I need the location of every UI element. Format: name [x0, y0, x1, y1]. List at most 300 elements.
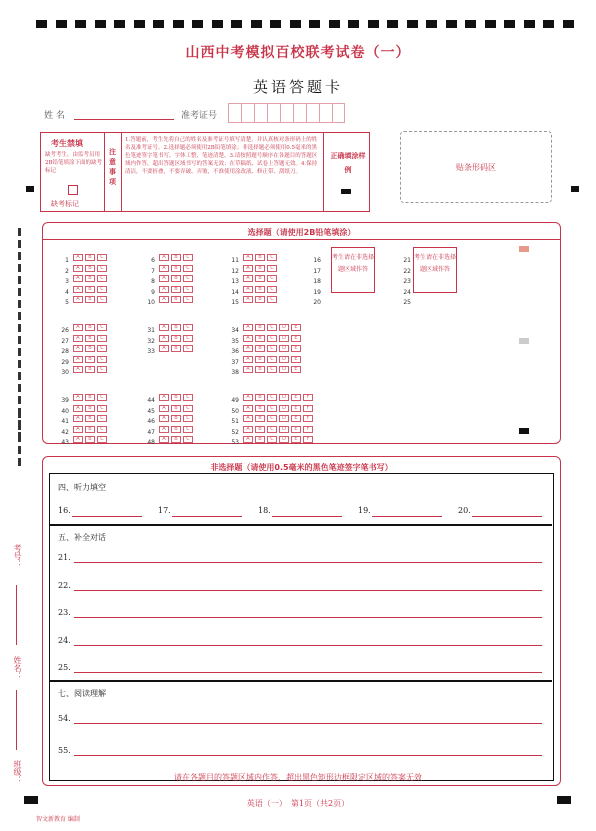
barcode-area [400, 131, 552, 203]
choice-bubble[interactable]: D [279, 426, 289, 433]
choice-bubble[interactable]: C [183, 345, 193, 352]
timing-mark [309, 20, 320, 28]
question-number: 6 [151, 257, 155, 264]
question-number: 35 [231, 337, 239, 345]
choice-bubble[interactable]: A [73, 296, 83, 303]
choice-bubble[interactable]: B [85, 394, 95, 401]
answer-line-20[interactable] [472, 516, 542, 517]
choice-bubble[interactable]: C [267, 436, 277, 443]
choice-bubble[interactable]: E [291, 405, 301, 412]
choice-bubble[interactable]: C [183, 324, 193, 331]
choice-question-row [53, 349, 109, 366]
choice-bubble[interactable]: B [85, 405, 95, 412]
choice-bubble[interactable]: E [291, 426, 301, 433]
choice-bubble[interactable]: E [291, 394, 301, 401]
q19-label: 19. [358, 506, 371, 515]
side-class-label: 班级： [13, 760, 22, 784]
choice-bubble[interactable]: D [279, 436, 289, 443]
name-field[interactable] [74, 119, 174, 120]
choice-question-row [53, 328, 109, 345]
side-name-label: 姓名： [13, 656, 22, 680]
footer-page: 英语（一） 第1页（共2页） [246, 799, 350, 808]
choice-question-row [53, 398, 109, 415]
choice-question-row [53, 317, 109, 334]
choice-question-row [139, 338, 195, 355]
choice-question-row [53, 429, 109, 446]
answer-line-55[interactable] [74, 755, 542, 756]
choice-bubble[interactable]: C [267, 426, 277, 433]
question-number: 31 [147, 327, 155, 334]
question-number: 18 [313, 278, 321, 285]
question-number: 45 [147, 407, 155, 415]
timing-dash [18, 324, 21, 332]
timing-mark [563, 20, 574, 28]
timing-dash [18, 240, 21, 248]
choice-bubble[interactable]: C [183, 415, 193, 422]
choice-bubble[interactable]: B [255, 366, 265, 373]
choice-bubble[interactable]: B [85, 436, 95, 443]
choice-bubble[interactable]: C [97, 436, 107, 443]
marker [519, 428, 529, 434]
q23-label: 23. [58, 608, 71, 617]
choice-bubble[interactable]: B [171, 335, 181, 342]
question-number: 13 [231, 278, 239, 285]
question-number: 38 [231, 369, 239, 376]
choice-bubble[interactable]: C [267, 356, 277, 363]
choice-bubble[interactable]: A [73, 286, 83, 293]
question-number: 33 [147, 348, 155, 355]
choice-bubble[interactable]: F [303, 415, 313, 422]
timing-dash [18, 410, 21, 418]
choice-bubble[interactable]: B [85, 415, 95, 422]
timing-mark [348, 20, 359, 28]
choice-bubble[interactable]: F [303, 394, 313, 401]
choice-question-row [223, 359, 303, 376]
id-digit-cell[interactable] [293, 103, 306, 123]
question-number: 41 [61, 418, 69, 425]
choice-question-row [305, 268, 325, 285]
choice-bubble[interactable]: B [85, 335, 95, 342]
choice-bubble[interactable]: A [243, 415, 253, 422]
choice-question-row [53, 408, 109, 425]
choice-bubble[interactable]: A [159, 415, 169, 422]
choice-bubble[interactable]: A [159, 254, 169, 261]
choice-bubble[interactable]: A [159, 394, 169, 401]
timing-mark [153, 20, 164, 28]
choice-bubble[interactable]: C [267, 415, 277, 422]
question-number: 1 [65, 257, 69, 264]
choice-bubble[interactable]: C [267, 405, 277, 412]
choice-bubble[interactable]: A [73, 405, 83, 412]
choice-question-row [53, 268, 109, 285]
choice-bubble[interactable]: F [303, 405, 313, 412]
choice-question-row [139, 317, 195, 334]
question-number: 32 [147, 337, 155, 345]
question-number: 36 [231, 348, 239, 355]
timing-dash [18, 396, 21, 404]
choice-question-row [305, 247, 325, 264]
choice-bubble[interactable]: C [267, 275, 277, 282]
choice-bubble[interactable]: C [97, 415, 107, 422]
choice-bubble[interactable]: B [255, 415, 265, 422]
q21-label: 21. [58, 553, 71, 562]
choice-bubble[interactable]: A [243, 394, 253, 401]
choice-bubble[interactable]: C [97, 426, 107, 433]
choice-bubble[interactable]: C [267, 296, 277, 303]
choice-question-row [223, 268, 279, 285]
section-dialogue: 五、补全对话 [58, 533, 106, 542]
choice-bubble[interactable]: C [267, 265, 277, 272]
choice-bubble[interactable]: D [279, 366, 289, 373]
choice-bubble[interactable]: A [243, 436, 253, 443]
choice-question-row [139, 429, 195, 446]
timing-mark [446, 20, 457, 28]
choice-bubble[interactable]: B [171, 286, 181, 293]
choice-bubble[interactable]: A [73, 356, 83, 363]
choice-bubble[interactable]: A [159, 345, 169, 352]
question-number: 7 [151, 267, 155, 275]
choice-bubble[interactable]: A [73, 324, 83, 331]
choice-bubble[interactable]: C [97, 394, 107, 401]
choice-bubble[interactable]: C [97, 296, 107, 303]
q16-label: 16. [58, 506, 71, 515]
choice-bubble[interactable]: B [255, 436, 265, 443]
question-number: 19 [313, 288, 321, 296]
choice-bubble[interactable]: A [243, 275, 253, 282]
choice-bubble[interactable]: A [73, 254, 83, 261]
choice-question-row [223, 349, 303, 366]
choice-bubble[interactable]: B [171, 275, 181, 282]
choice-question-row [223, 247, 279, 264]
timing-mark [212, 20, 223, 28]
choice-question-row [223, 289, 279, 306]
choice-question-row [305, 289, 325, 306]
choice-bubble[interactable]: A [243, 345, 253, 352]
choice-bubble[interactable]: A [159, 405, 169, 412]
choice-question-row [305, 279, 325, 296]
choice-bubble[interactable]: D [279, 335, 289, 342]
choice-bubble[interactable]: B [171, 426, 181, 433]
id-digit-cell[interactable] [332, 103, 345, 123]
id-digit-cell[interactable] [280, 103, 293, 123]
id-digit-cell[interactable] [319, 103, 332, 123]
choice-bubble[interactable]: B [85, 356, 95, 363]
choice-question-row [139, 387, 195, 404]
id-digit-cell[interactable] [306, 103, 319, 123]
choice-bubble[interactable]: F [303, 426, 313, 433]
choice-bubble[interactable]: E [291, 366, 301, 373]
choice-bubble[interactable]: C [183, 286, 193, 293]
choice-bubble[interactable]: B [85, 345, 95, 352]
choice-bubble[interactable]: B [255, 296, 265, 303]
choice-bubble[interactable]: D [279, 405, 289, 412]
choice-bubble[interactable]: A [73, 426, 83, 433]
timing-dash [18, 384, 21, 392]
q17-label: 17. [158, 506, 171, 515]
choice-bubble[interactable]: B [85, 254, 95, 261]
choice-bubble[interactable]: C [97, 366, 107, 373]
choice-bubble[interactable]: C [267, 335, 277, 342]
choice-bubble[interactable]: B [85, 296, 95, 303]
choice-bubble[interactable]: C [97, 254, 107, 261]
question-number: 24 [403, 288, 411, 296]
section-reading: 七、阅读理解 [58, 689, 106, 698]
choice-bubble[interactable]: C [267, 345, 277, 352]
question-number: 47 [147, 428, 155, 436]
choice-bubble[interactable]: B [85, 265, 95, 272]
answer-line-18[interactable] [272, 516, 342, 517]
choice-bubble[interactable]: C [183, 436, 193, 443]
timing-dash [18, 434, 21, 442]
choice-question-row [223, 429, 315, 446]
choice-bubble[interactable]: A [159, 286, 169, 293]
choice-bubble[interactable]: B [171, 345, 181, 352]
choice-bubble[interactable]: B [171, 324, 181, 331]
choice-bubble[interactable]: C [97, 265, 107, 272]
choice-bubble[interactable]: A [73, 345, 83, 352]
choice-bubble[interactable]: A [73, 366, 83, 373]
choice-bubble[interactable]: A [243, 324, 253, 331]
choice-bubble[interactable]: A [243, 335, 253, 342]
choice-question-row [223, 419, 315, 436]
choice-bubble[interactable]: E [291, 356, 301, 363]
id-digit-cell[interactable] [241, 103, 254, 123]
choice-bubble[interactable]: A [243, 265, 253, 272]
choice-bubble[interactable]: B [171, 405, 181, 412]
choice-bubble[interactable]: C [267, 394, 277, 401]
id-digit-cell[interactable] [228, 103, 241, 123]
question-number: 27 [61, 337, 69, 345]
timing-mark [368, 20, 379, 28]
question-number: 14 [231, 288, 239, 296]
choice-bubble[interactable]: A [159, 426, 169, 433]
choice-bubble[interactable]: D [279, 345, 289, 352]
choice-bubble[interactable]: A [73, 265, 83, 272]
question-number: 2 [65, 267, 69, 275]
absent-mark-box[interactable] [68, 185, 78, 195]
q25-label: 25. [58, 663, 71, 672]
question-number: 26 [61, 327, 69, 334]
choice-bubble[interactable]: B [255, 405, 265, 412]
choice-bubble[interactable]: D [279, 415, 289, 422]
answer-line-17[interactable] [172, 516, 242, 517]
choice-bubble[interactable]: B [255, 335, 265, 342]
choice-bubble[interactable]: A [243, 254, 253, 261]
answer-line-24[interactable] [74, 645, 542, 646]
choice-bubble[interactable]: B [255, 265, 265, 272]
id-field[interactable] [228, 103, 345, 127]
q55-label: 55. [58, 746, 71, 755]
choice-bubble[interactable]: B [255, 324, 265, 331]
choice-bubble[interactable]: A [159, 296, 169, 303]
choice-question-row [139, 408, 195, 425]
choice-bubble[interactable]: A [73, 275, 83, 282]
choice-bubble[interactable]: B [171, 265, 181, 272]
timing-dash [18, 312, 21, 320]
timing-mark [290, 20, 301, 28]
choice-bubble[interactable]: B [171, 415, 181, 422]
choice-bubble[interactable]: C [183, 265, 193, 272]
choice-bubble[interactable]: C [267, 366, 277, 373]
choice-bubble[interactable]: C [267, 324, 277, 331]
answer-line-22[interactable] [74, 590, 542, 591]
choice-question-row [223, 408, 315, 425]
choice-question-row [139, 258, 195, 275]
question-number: 42 [61, 428, 69, 436]
choice-bubble[interactable]: B [255, 426, 265, 433]
choice-bubble[interactable]: C [97, 286, 107, 293]
choice-bubble[interactable]: A [73, 394, 83, 401]
question-number: 43 [61, 439, 69, 446]
choice-question-row [53, 289, 109, 306]
choice-bubble[interactable]: E [291, 345, 301, 352]
choice-bubble[interactable]: C [183, 254, 193, 261]
choice-bubble[interactable]: A [243, 366, 253, 373]
question-number: 9 [151, 288, 155, 296]
choice-bubble[interactable]: B [85, 426, 95, 433]
choice-bubble[interactable]: B [171, 296, 181, 303]
choice-bubble[interactable]: E [291, 335, 301, 342]
choice-bubble[interactable]: B [255, 254, 265, 261]
choice-bubble[interactable]: E [291, 415, 301, 422]
timing-mark [251, 20, 262, 28]
choice-bubble[interactable]: F [303, 436, 313, 443]
choice-bubble[interactable]: A [159, 324, 169, 331]
timing-dash [18, 360, 21, 368]
section-listening: 四、听力填空 [58, 483, 106, 492]
choice-bubble[interactable]: A [243, 426, 253, 433]
choice-bubble[interactable]: B [85, 275, 95, 282]
choice-bubble[interactable]: A [159, 275, 169, 282]
choice-bubble[interactable]: A [243, 356, 253, 363]
answer-line-23[interactable] [74, 617, 542, 618]
timing-dash [18, 372, 21, 380]
choice-bubble[interactable]: C [97, 335, 107, 342]
choice-bubble[interactable]: A [73, 436, 83, 443]
id-label: 准考证号 [181, 111, 218, 121]
choice-bubble[interactable]: B [85, 324, 95, 331]
question-number: 11 [231, 257, 239, 264]
choice-question-row [139, 419, 195, 436]
choice-bubble[interactable]: C [267, 286, 277, 293]
choice-bubble[interactable]: D [279, 324, 289, 331]
choice-question-row [53, 359, 109, 376]
timing-mark [387, 20, 398, 28]
choice-bubble[interactable]: A [243, 286, 253, 293]
choice-bubble[interactable]: B [85, 286, 95, 293]
choice-bubble[interactable]: B [85, 366, 95, 373]
notice-title: 考生禁填 [51, 138, 83, 148]
choice-question-row [53, 338, 109, 355]
choice-bubble[interactable]: A [243, 296, 253, 303]
choice-bubble[interactable]: B [171, 254, 181, 261]
choice-bubble[interactable]: C [183, 275, 193, 282]
choice-bubble[interactable]: A [243, 405, 253, 412]
answer-line-25[interactable] [74, 672, 542, 673]
choice-bubble[interactable]: C [97, 356, 107, 363]
choice-bubble[interactable]: E [291, 324, 301, 331]
choice-bubble[interactable]: A [73, 335, 83, 342]
choice-bubble[interactable]: A [159, 265, 169, 272]
choice-bubble[interactable]: C [183, 426, 193, 433]
choice-bubble[interactable]: A [159, 436, 169, 443]
q22-label: 22. [58, 581, 71, 590]
choice-question-row [53, 258, 109, 275]
answer-line-21[interactable] [74, 562, 542, 563]
choice-bubble[interactable]: B [255, 345, 265, 352]
choice-bubble[interactable]: C [97, 405, 107, 412]
question-number: 53 [231, 439, 239, 446]
answer-line-16[interactable] [72, 516, 142, 517]
side-mark [26, 186, 34, 192]
choice-bubble[interactable]: B [255, 394, 265, 401]
timing-mark [75, 20, 86, 28]
question-number: 17 [313, 267, 321, 275]
choice-question-row [139, 268, 195, 285]
choice-bubble[interactable]: B [255, 286, 265, 293]
name-label: 姓 名 [44, 111, 65, 121]
timing-dash [18, 446, 21, 454]
choice-question-row [223, 338, 303, 355]
choice-bubble[interactable]: A [73, 415, 83, 422]
choice-bubble[interactable]: D [279, 394, 289, 401]
question-number: 15 [231, 299, 239, 306]
choice-bubble[interactable]: B [171, 436, 181, 443]
notice-box [40, 132, 370, 212]
choice-bubble[interactable]: C [97, 324, 107, 331]
answer-line-54[interactable] [74, 723, 542, 724]
choice-bubble[interactable]: B [255, 356, 265, 363]
choice-bubble[interactable]: A [159, 335, 169, 342]
choice-bubble[interactable]: B [255, 275, 265, 282]
choice-bubble[interactable]: C [97, 345, 107, 352]
timing-mark [426, 20, 437, 28]
question-number: 50 [231, 407, 239, 415]
choice-bubble[interactable]: C [97, 275, 107, 282]
choice-question-row [223, 387, 315, 404]
choice-bubble[interactable]: B [171, 394, 181, 401]
timing-dash [18, 458, 21, 466]
question-number: 39 [61, 397, 69, 404]
timing-dash [18, 252, 21, 260]
id-digit-cell[interactable] [267, 103, 280, 123]
id-digit-cell[interactable] [254, 103, 267, 123]
choice-question-row [53, 279, 109, 296]
q20-label: 20. [458, 506, 471, 515]
question-number: 5 [65, 299, 69, 306]
footer-warning: 请在各题目的答题区域内作答，超出黑色矩形边框限定区域的答案无效 [174, 773, 422, 782]
q24-label: 24. [58, 636, 71, 645]
timing-dash [18, 264, 21, 272]
choice-bubble[interactable]: D [279, 356, 289, 363]
question-number: 3 [65, 278, 69, 285]
timing-dash [18, 300, 21, 308]
choice-question-row [305, 258, 325, 275]
question-number: 40 [61, 407, 69, 415]
choice-bubble[interactable]: C [267, 254, 277, 261]
choice-question-row [223, 258, 279, 275]
choice-bubble[interactable]: C [183, 405, 193, 412]
timing-dash [18, 336, 21, 344]
choice-question-row [395, 258, 415, 275]
answer-line-19[interactable] [372, 516, 442, 517]
choice-bubble[interactable]: C [183, 296, 193, 303]
question-number: 49 [231, 397, 239, 404]
choice-bubble[interactable]: C [183, 394, 193, 401]
choice-bubble[interactable]: C [183, 335, 193, 342]
choice-section [42, 222, 561, 444]
choice-bubble[interactable]: E [291, 436, 301, 443]
